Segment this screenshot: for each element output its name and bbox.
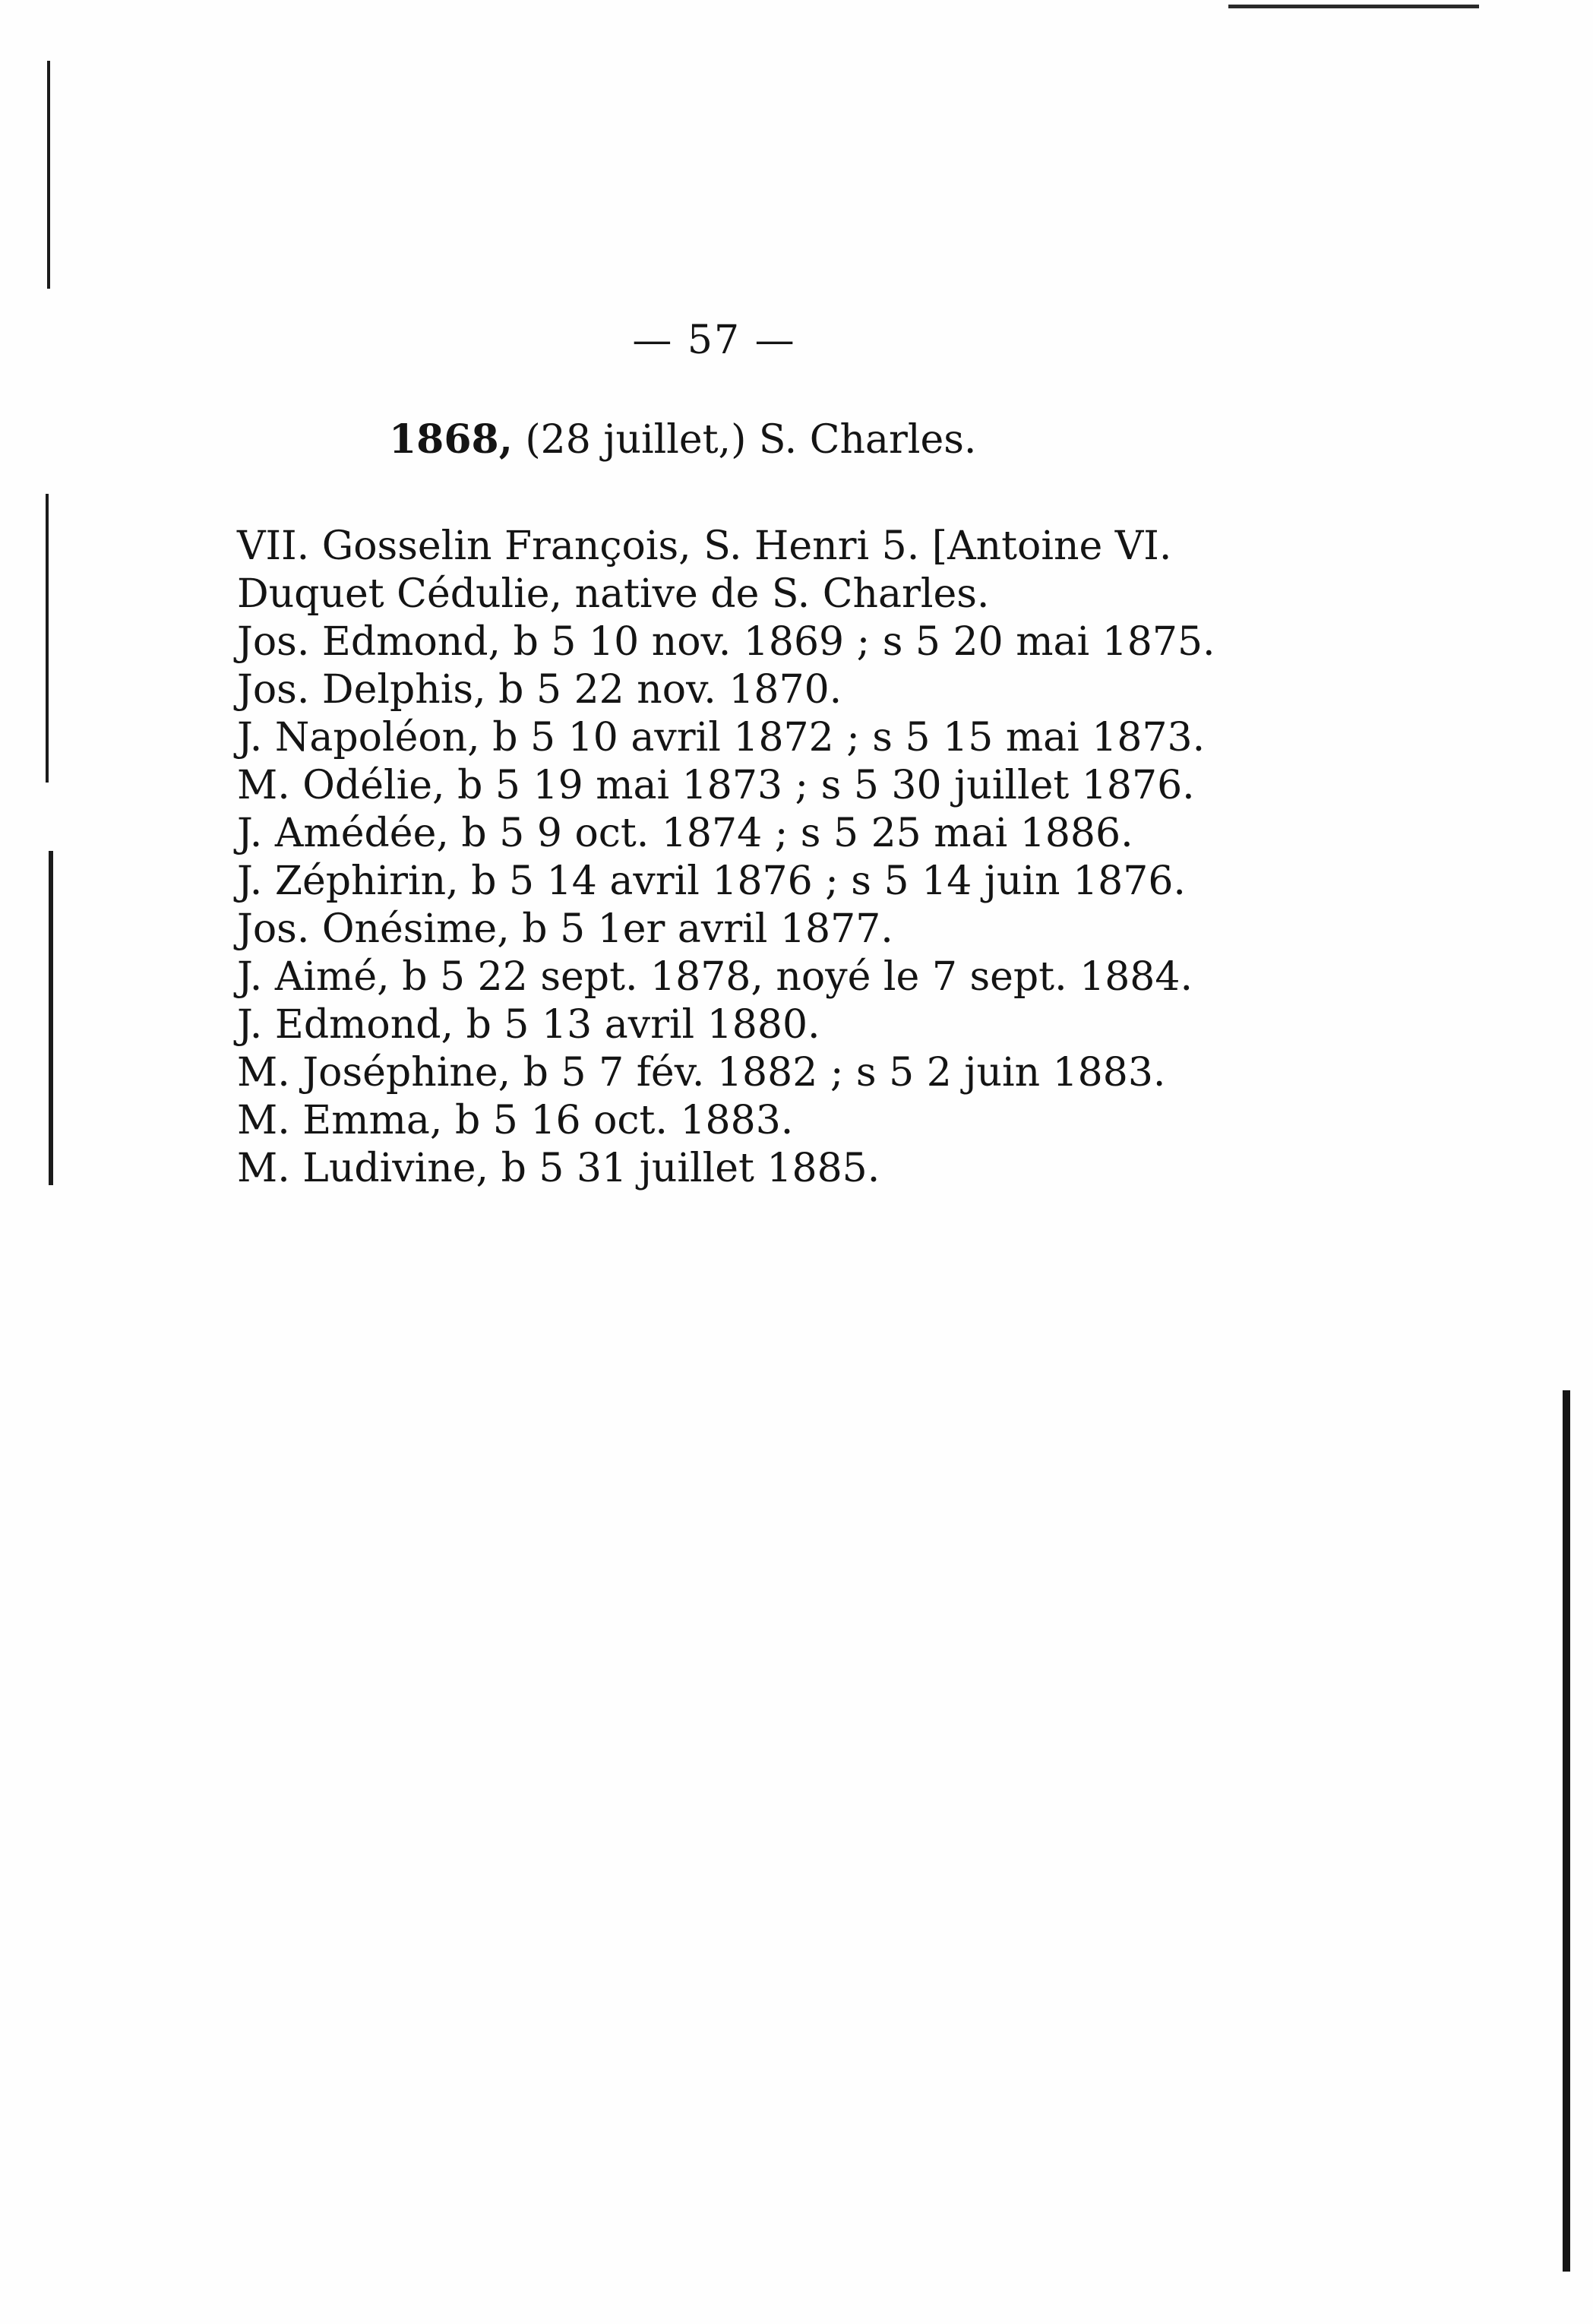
scan-edge-left	[47, 61, 50, 289]
entry-line: VII. Gosselin François, S. Henri 5. [Antoine VI.	[237, 523, 1172, 569]
entry-line: J. Edmond, b 5 13 avril 1880.	[237, 1002, 820, 1048]
heading-year: 1868,	[389, 416, 513, 463]
scan-edge-right	[1563, 1390, 1570, 2272]
entry-line: J. Amédée, b 5 9 oct. 1874 ; s 5 25 mai 1886.	[237, 811, 1133, 856]
scan-edge-left	[49, 851, 53, 1185]
entry-line: Duquet Cédulie, native de S. Charles.	[237, 571, 990, 617]
genealogy-entries	[237, 523, 1215, 1193]
page-number: — 57 —	[632, 318, 796, 363]
scan-edge-top	[1228, 5, 1479, 8]
entry-line: J. Aimé, b 5 22 sept. 1878, noyé le 7 sept. 1884.	[237, 954, 1193, 1000]
entry-line: J. Napoléon, b 5 10 avril 1872 ; s 5 15 mai 1873.	[237, 715, 1206, 760]
scan-edge-left	[46, 494, 49, 783]
entry-line: M. Odélie, b 5 19 mai 1873 ; s 5 30 juillet 1876.	[237, 763, 1195, 808]
entry-line: M. Emma, b 5 16 oct. 1883.	[237, 1098, 794, 1143]
entry-line: J. Zéphirin, b 5 14 avril 1876 ; s 5 14 juin 1876.	[237, 858, 1186, 904]
entry-line: Jos. Delphis, b 5 22 nov. 1870.	[237, 667, 842, 713]
entry-line: M. Ludivine, b 5 31 juillet 1885.	[237, 1146, 880, 1191]
entry-line: Jos. Onésime, b 5 1er avril 1877.	[237, 906, 893, 952]
entry-line: M. Joséphine, b 5 7 fév. 1882 ; s 5 2 juin 1883.	[237, 1050, 1166, 1096]
entry-line: Jos. Edmond, b 5 10 nov. 1869 ; s 5 20 mai 1875.	[237, 619, 1215, 665]
section-heading	[389, 416, 976, 463]
heading-date-place: (28 juillet,) S. Charles.	[512, 417, 977, 463]
